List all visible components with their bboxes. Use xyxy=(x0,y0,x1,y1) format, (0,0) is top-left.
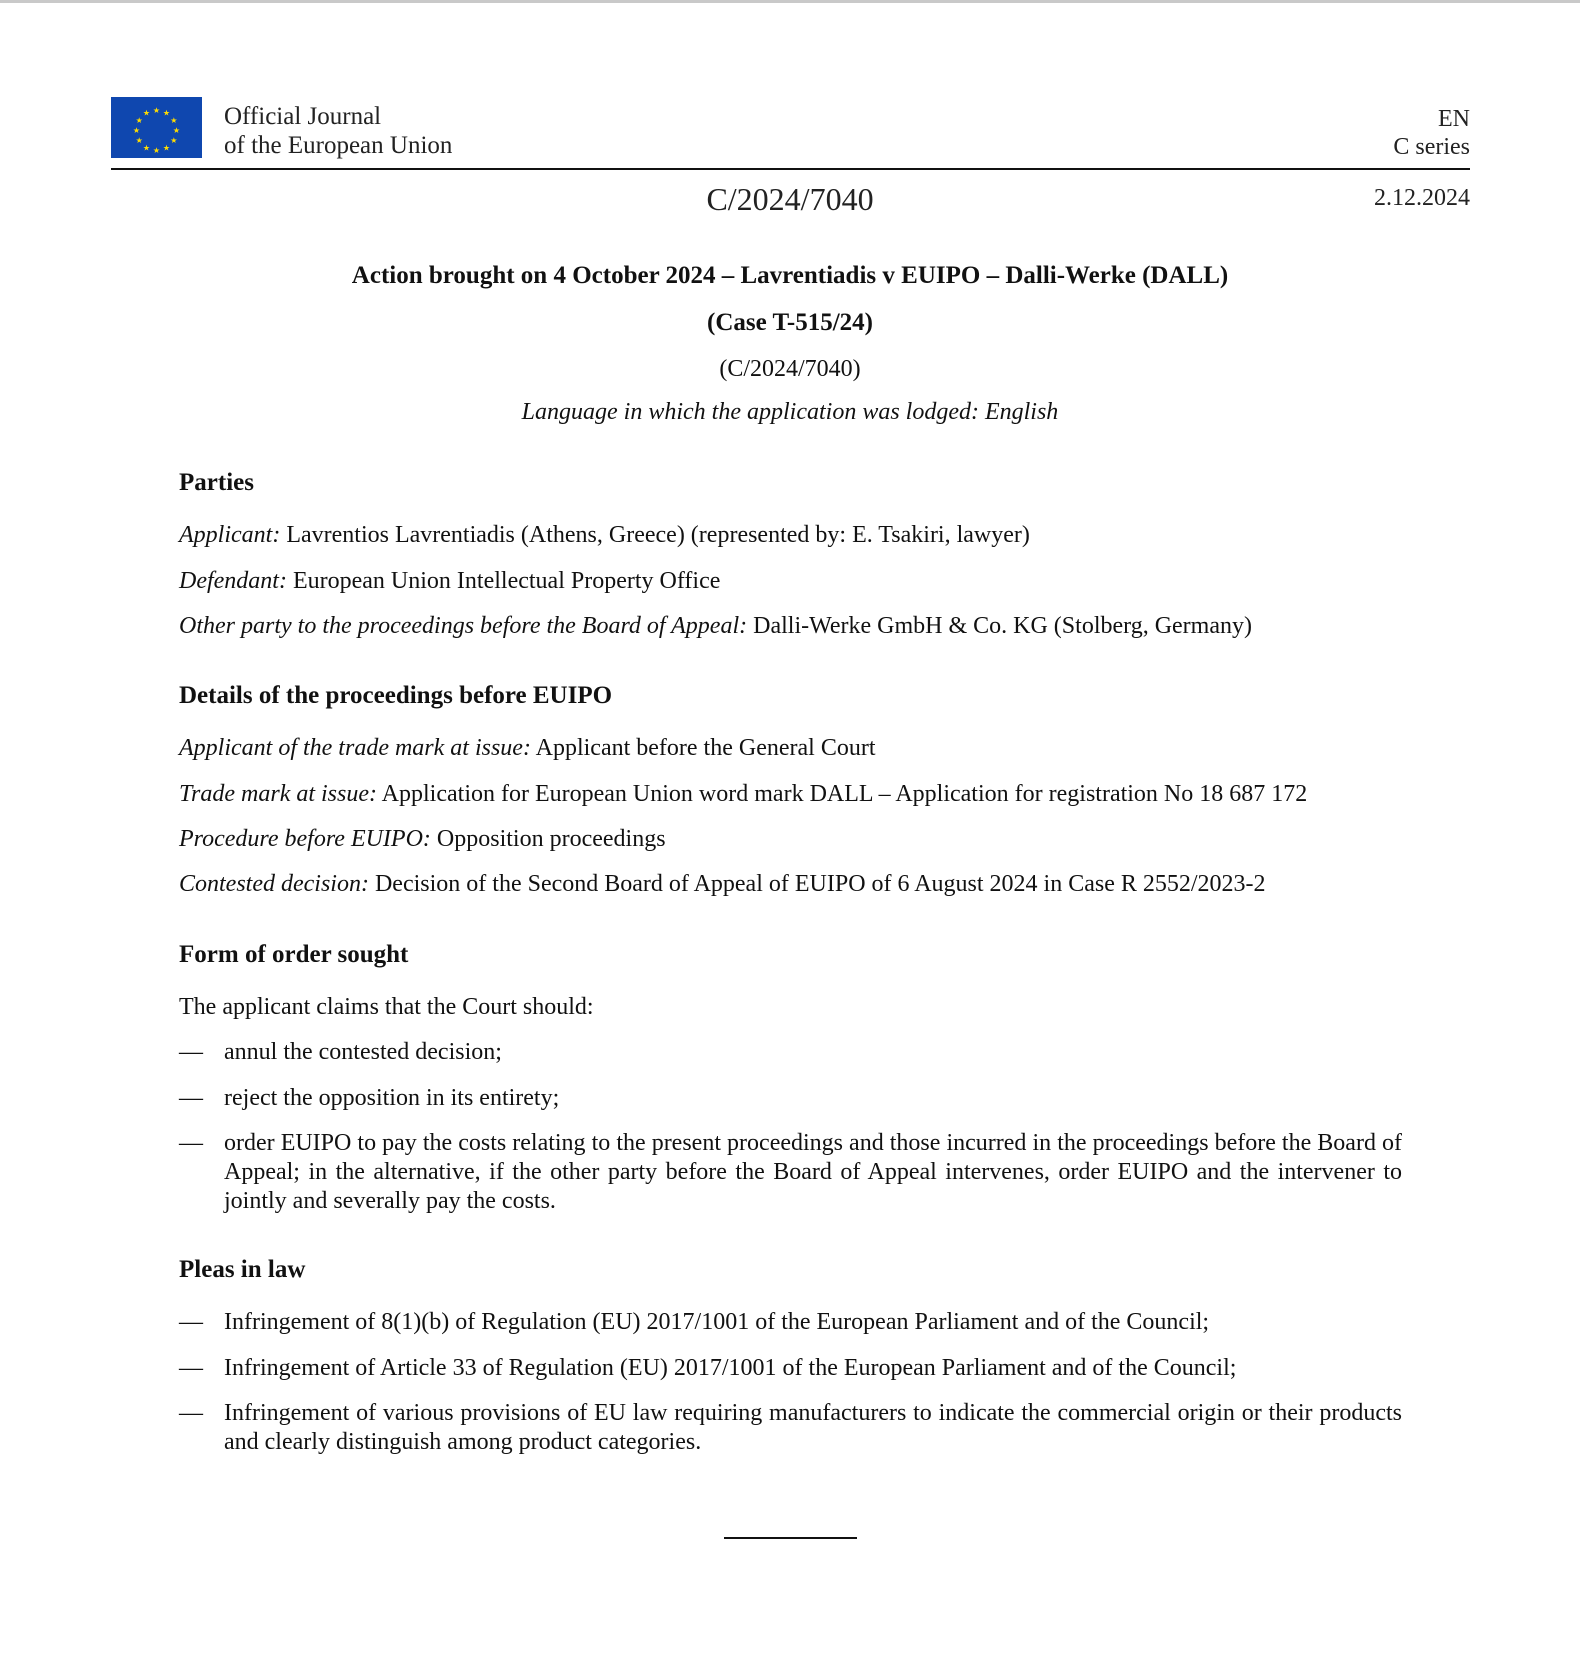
detail-text: Decision of the Second Board of Appeal of EUIPO of 6 August 2024 in Case R 2552/2023-2 xyxy=(368,871,1266,897)
detail-item xyxy=(179,779,1402,809)
party-applicant xyxy=(179,520,1402,550)
dash-marker: — xyxy=(179,1400,203,1426)
party-text: Lavrentios Lavrentiadis (Athens, Greece) (represented by: E. Tsakiri, lawyer) xyxy=(280,522,1030,548)
list-item-text: Infringement of various provisions of EU law requiring manufacturers to indicate the commercial origin or their products and clearly distinguish among product categories. xyxy=(224,1400,1402,1455)
list-item xyxy=(179,1129,1402,1216)
list-item xyxy=(179,1399,1402,1457)
section-heading: Parties xyxy=(179,469,254,496)
header-rule xyxy=(111,168,1470,170)
dash-marker: — xyxy=(179,1039,203,1065)
party-defendant xyxy=(179,566,1402,596)
case-reference: (C/2024/7040) xyxy=(719,356,861,382)
detail-label: Contested decision: xyxy=(179,871,369,897)
case-language: Language in which the application was lodged: English xyxy=(521,399,1059,425)
svg-text:★: ★ xyxy=(170,116,178,125)
order-section xyxy=(179,941,1402,969)
list-item-text: annul the contested decision; xyxy=(224,1039,502,1065)
list-item-text: Infringement of 8(1)(b) of Regulation (EU) 2017/1001 of the European Parliament and of the Council; xyxy=(224,1309,1210,1335)
svg-text:★: ★ xyxy=(152,146,161,155)
svg-text:★: ★ xyxy=(142,143,151,153)
detail-item xyxy=(179,869,1402,899)
journal-title-line1: Official Journal xyxy=(224,103,382,130)
svg-text:★: ★ xyxy=(135,116,143,125)
section-heading: Pleas in law xyxy=(179,1256,306,1283)
dash-marker: — xyxy=(179,1309,203,1335)
publication-date: 2.12.2024 xyxy=(1374,185,1470,211)
list-item-text: Infringement of Article 33 of Regulation (EU) 2017/1001 of the European Parliament and of the Council; xyxy=(224,1355,1237,1381)
detail-item xyxy=(179,824,1402,854)
svg-text:★: ★ xyxy=(170,136,178,145)
order-intro xyxy=(179,992,1402,1022)
details-section xyxy=(179,682,1402,710)
detail-text: Application for European Union word mark DALL – Application for registration No 18 687 172 xyxy=(377,781,1308,807)
list-item-text: reject the opposition in its entirety; xyxy=(224,1085,560,1111)
detail-text: Opposition proceedings xyxy=(430,826,666,852)
detail-label: Applicant of the trade mark at issue: xyxy=(179,735,531,761)
svg-text:★: ★ xyxy=(142,108,151,118)
list-item xyxy=(179,1084,1402,1113)
svg-text:★: ★ xyxy=(162,143,171,153)
dash-marker: — xyxy=(179,1355,203,1381)
journal-title-line2: of the European Union xyxy=(224,132,453,159)
svg-text:★: ★ xyxy=(152,106,161,115)
detail-item xyxy=(179,733,1402,763)
journal-title xyxy=(224,102,452,160)
list-item xyxy=(179,1308,1402,1337)
list-item-text: order EUIPO to pay the costs relating to the present proceedings and those incurred in the proceedings before the Board of Appeal; in the alternative, if the other party before the Board of Appeal intervenes, order EUIPO and the intervener to jointly and severally pay the costs. xyxy=(224,1130,1402,1214)
svg-text:★: ★ xyxy=(135,136,143,145)
dash-marker: — xyxy=(179,1130,203,1156)
pleas-section xyxy=(179,1256,1402,1284)
svg-text:★: ★ xyxy=(132,126,141,135)
detail-text: Applicant before the General Court xyxy=(530,735,876,761)
list-item xyxy=(179,1354,1402,1383)
party-label: Other party to the proceedings before the Board of Appeal: xyxy=(179,613,748,639)
list-item xyxy=(179,1038,1402,1067)
svg-text:★: ★ xyxy=(162,108,171,118)
party-text: European Union Intellectual Property Office xyxy=(286,568,721,594)
top-border xyxy=(0,0,1580,3)
party-text: Dalli-Werke GmbH & Co. KG (Stolberg, Germany) xyxy=(747,613,1252,639)
document-number: C/2024/7040 xyxy=(706,181,874,217)
party-other xyxy=(179,611,1402,641)
section-heading: Form of order sought xyxy=(179,941,409,968)
series-label: C series xyxy=(1393,134,1470,160)
section-heading: Details of the proceedings before EUIPO xyxy=(179,682,613,709)
order-intro-text: The applicant claims that the Court should: xyxy=(179,994,594,1020)
party-label: Applicant: xyxy=(179,522,281,548)
language-series xyxy=(1393,105,1470,161)
detail-label: Trade mark at issue: xyxy=(179,781,377,807)
end-rule xyxy=(724,1537,857,1539)
language-code: EN xyxy=(1438,106,1470,132)
parties-section xyxy=(179,469,1402,497)
case-number: (Case T-515/24) xyxy=(707,309,873,336)
case-title: Action brought on 4 October 2024 – Lavrentiadis v EUIPO – Dalli-Werke (DALL) xyxy=(351,262,1229,289)
svg-text:★: ★ xyxy=(172,126,181,135)
party-label: Defendant: xyxy=(179,568,287,594)
detail-label: Procedure before EUIPO: xyxy=(179,826,431,852)
eu-flag-icon xyxy=(111,97,202,158)
dash-marker: — xyxy=(179,1085,203,1111)
